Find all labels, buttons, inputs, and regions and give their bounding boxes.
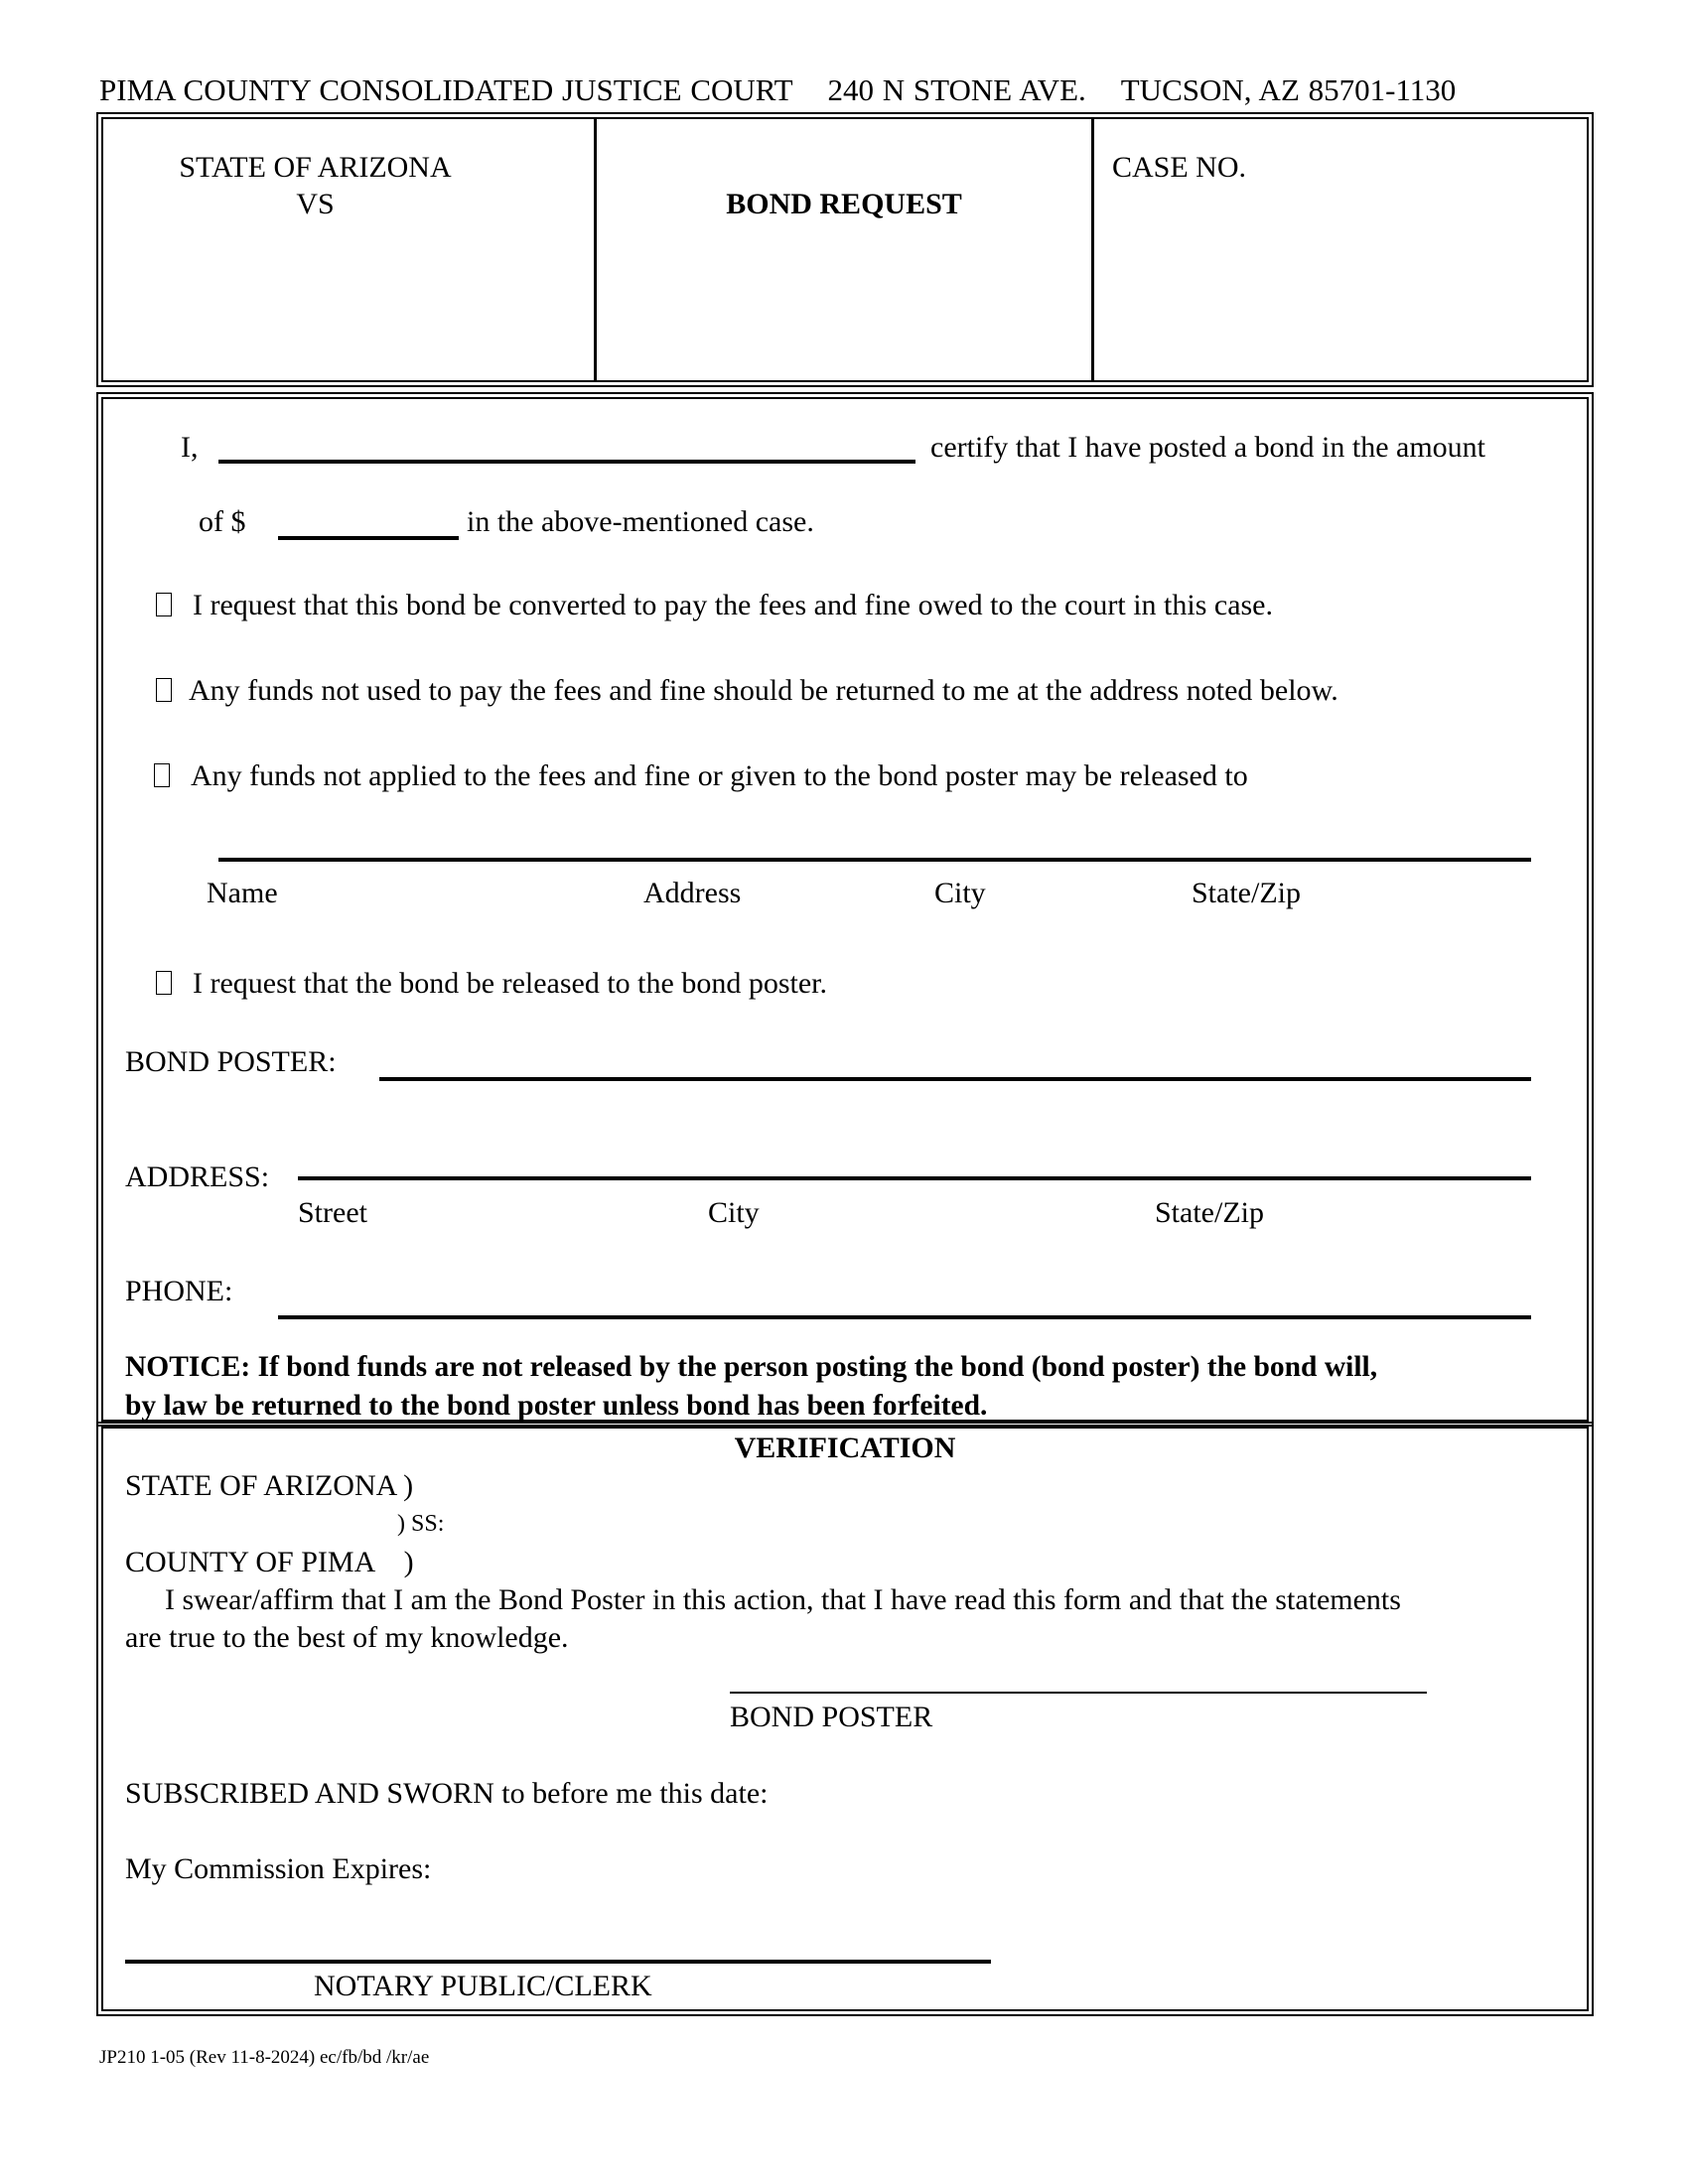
bond-poster-signature-field[interactable] (730, 1658, 1425, 1690)
bond-poster-signature-label: BOND POSTER (730, 1701, 933, 1733)
bond-poster-underline (379, 1077, 1531, 1081)
versus-label: VS (296, 188, 335, 220)
bond-amount-underline (278, 536, 459, 540)
option-return-funds-checkbox[interactable] (156, 678, 172, 702)
release-to-sublabel-name: Name (207, 877, 278, 909)
certify-suffix: certify that I have posted a bond in the amount (930, 431, 1485, 464)
phone-underline (278, 1315, 1531, 1319)
notary-signature-field[interactable] (125, 1926, 989, 1958)
notice-line-2: by law be returned to the bond poster unless bond has been forfeited. (125, 1390, 988, 1422)
option-convert-checkbox[interactable] (156, 593, 172, 616)
amount-suffix: in the above-mentioned case. (467, 505, 814, 538)
oath-line-2: are true to the best of my knowledge. (125, 1621, 569, 1654)
form-title: BOND REQUEST (726, 188, 962, 220)
court-address: 240 N STONE AVE. (827, 72, 1086, 107)
address-sublabel-state-zip: State/Zip (1155, 1196, 1264, 1229)
court-header (99, 73, 1456, 107)
venue-state-line: STATE OF ARIZONA ) (125, 1469, 414, 1502)
notice-line-1: NOTICE: If bond funds are not released by the person posting the bond (bond poster) the bond will, (125, 1351, 1378, 1383)
court-name: PIMA COUNTY CONSOLIDATED JUSTICE COURT (99, 72, 793, 107)
address-sublabel-street: Street (298, 1196, 367, 1229)
oath-line-1: I swear/affirm that I am the Bond Poster in this action, that I have read this form and that the statements (165, 1583, 1401, 1616)
notary-signature-line (125, 1960, 991, 1964)
venue-ss-text: ) SS: (397, 1511, 445, 1537)
option-release-to-poster-label: I request that the bond be released to the bond poster. (193, 967, 827, 1000)
caption-divider-2 (1091, 119, 1094, 381)
address-underline (298, 1176, 1531, 1180)
phone-field[interactable] (278, 1283, 1529, 1314)
release-to-sublabel-city: City (934, 877, 986, 909)
form-code: JP210 1-05 (Rev 11-8-2024) ec/fb/bd /kr/ae (99, 2047, 430, 2068)
plaintiff-label: STATE OF ARIZONA (179, 151, 452, 184)
verification-title: VERIFICATION (734, 1432, 956, 1464)
case-no-field[interactable] (1112, 199, 1569, 347)
option-convert-label: I request that this bond be converted to pay the fees and fine owed to the court in this case. (193, 589, 1273, 621)
certifier-name-underline (218, 460, 915, 464)
amount-prefix: of $ (199, 505, 246, 538)
release-to-underline (218, 858, 1531, 862)
caption-divider-1 (594, 119, 597, 381)
release-to-sublabel-state-zip: State/Zip (1192, 877, 1301, 909)
venue-ss-line (397, 1507, 444, 1541)
bond-poster-signature-line (730, 1692, 1427, 1694)
bond-poster-field[interactable] (379, 1042, 1531, 1074)
address-label: ADDRESS: (125, 1160, 270, 1193)
option-release-to-label: Any funds not applied to the fees and fine or given to the bond poster may be released to (191, 759, 1248, 792)
notary-signature-label: NOTARY PUBLIC/CLERK (314, 1970, 652, 2002)
release-to-sublabel-address: Address (643, 877, 742, 909)
release-to-field[interactable] (218, 824, 1529, 856)
sworn-label: SUBSCRIBED AND SWORN to before me this date: (125, 1777, 769, 1810)
request-box (96, 392, 1594, 1427)
option-release-to-poster-checkbox[interactable] (156, 971, 172, 995)
case-no-label: CASE NO. (1112, 151, 1247, 184)
address-field[interactable] (298, 1144, 1529, 1175)
bond-amount-field[interactable] (278, 501, 457, 533)
certifier-name-field[interactable] (218, 427, 914, 459)
option-return-funds-label: Any funds not used to pay the fees and fine should be returned to me at the address noted below. (189, 674, 1338, 707)
commission-label: My Commission Expires: (125, 1852, 432, 1885)
court-city-state-zip: TUCSON, AZ 85701-1130 (1120, 72, 1457, 107)
address-sublabel-city: City (708, 1196, 760, 1229)
phone-label: PHONE: (125, 1275, 233, 1307)
option-release-to-checkbox[interactable] (154, 763, 170, 787)
bond-poster-label: BOND POSTER: (125, 1045, 337, 1078)
certify-prefix: I, (181, 431, 199, 464)
venue-county-line: COUNTY OF PIMA ) (125, 1546, 414, 1578)
